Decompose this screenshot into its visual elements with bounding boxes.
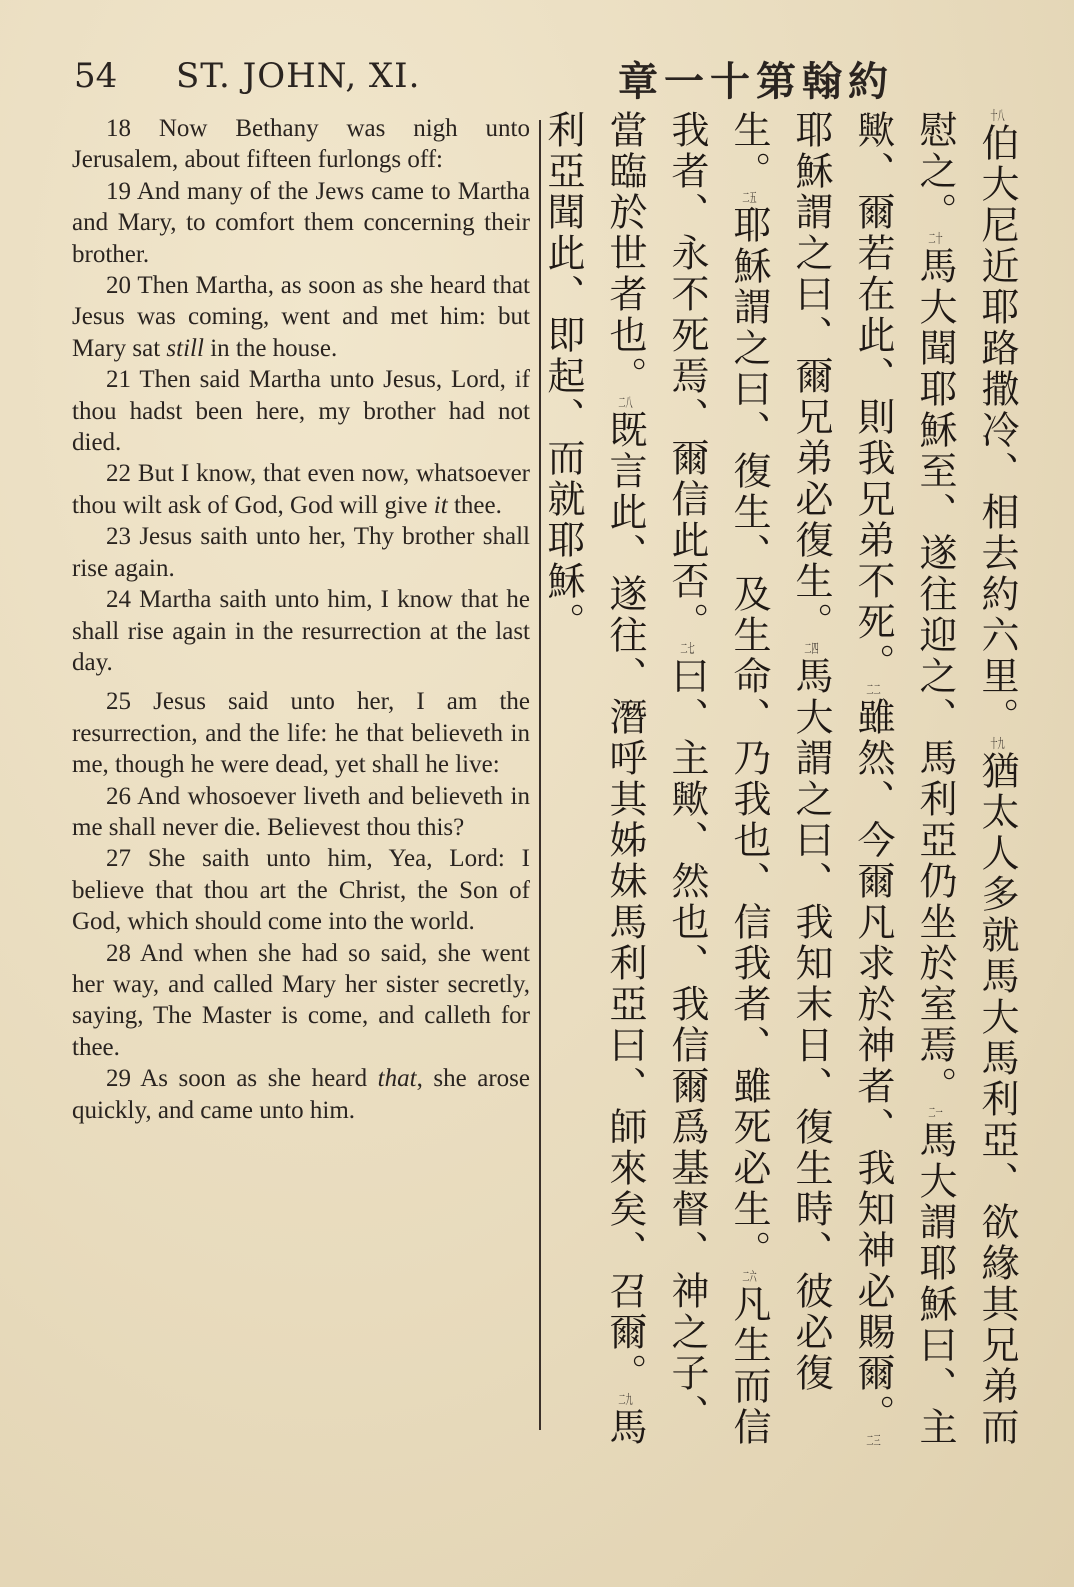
verse-number-26: 二六 [742, 1271, 757, 1284]
verse-number-20: 二十 [928, 233, 943, 246]
chinese-verse-21: 馬大謂耶穌曰、主歟、爾若在此、則我兄弟不死。 [851, 110, 957, 1448]
chinese-verse-25: 耶穌謂之曰、復生、及生命、乃我也、信我者、雖死必生。 [727, 205, 771, 1271]
chinese-verse-28: 既言此、遂往、潛呼其姊妹馬利亞曰、師來矣、召爾。 [603, 410, 647, 1394]
verse-23: 23 Jesus saith unto her, Thy brother shall rise again. [72, 523, 530, 582]
verse-number-18: 十八 [990, 110, 1005, 123]
chinese-verse-29: 馬利亞聞此、即起、而就耶穌。 [541, 110, 647, 1448]
verse-25: 25 Jesus said unto her, I am the resurrection, and the life: he that believeth in me, though he were dead, yet shall he live: [72, 688, 530, 779]
verse-number-29: 二九 [618, 1394, 633, 1407]
page-title: ST. JOHN, XI. [176, 56, 421, 96]
verse-18: 18 Now Bethany was nigh unto Jerusalem, about fifteen furlongs off: [72, 115, 530, 174]
verse-19: 19 And many of the Jews came to Martha and Mary, to comfort them concerning their brother. [72, 177, 531, 268]
chinese-verse-19: 猶太人多就馬大馬利亞、欲緣其兄弟而慰之。 [913, 110, 1019, 1448]
verse-number-22: 二二 [866, 684, 881, 697]
english-column [72, 113, 530, 1126]
verse-number-28: 二八 [618, 397, 633, 410]
verse-number-24: 二四 [804, 643, 819, 656]
verse-28: 28 And when she had so said, she went her way, and called Mary her sister secretly, saying, The Master is come, and calleth for thee. [72, 939, 530, 1061]
chinese-verse-20: 馬大聞耶穌至、遂往迎之、馬利亞仍坐於室焉。 [913, 246, 957, 1107]
chinese-verse-27: 曰、主歟、然也、我信爾爲基督、神之子、當臨於世者也。 [603, 110, 709, 1435]
chinese-page-title: 約翰第十一章 [618, 58, 894, 105]
chinese-verse-26: 凡生而信我者、永不死焉、爾信此否。 [665, 110, 771, 1448]
verse-29: 29 As soon as she heard that, she arose quickly, and came unto him. [72, 1065, 530, 1124]
verse-number-25: 二五 [742, 192, 757, 205]
chinese-verse-23: 耶穌謂之曰、爾兄弟必復生。 [789, 110, 833, 643]
verse-number-23: 二三 [866, 1435, 881, 1448]
verse-number-21: 二一 [928, 1107, 943, 1120]
verse-21: 21 Then said Martha unto Jesus, Lord, if thou hadst been here, my brother had not died. [72, 366, 530, 457]
verse-20: 20 Then Martha, as soon as she heard that Jesus was coming, went and met him: but Mary sat still in the house. [72, 272, 530, 362]
page-number: 54 [74, 56, 118, 96]
verse-26: 26 And whosoever liveth and believeth in me shall never die. Believest thou this? [72, 782, 530, 841]
chinese-verse-22: 雖然、今爾凡求於神者、我知神必賜爾。 [851, 697, 895, 1435]
chinese-verse-24: 馬大謂之曰、我知末日、復生時、彼必復生。 [727, 110, 833, 1394]
verse-24: 24 Martha saith unto him, I know that he shall rise again in the resurrection at the last day. [72, 586, 531, 676]
verse-22: 22 But I know, that even now, whatsoever thou wilt ask of God, God will give it thee. [72, 460, 530, 519]
verse-number-27: 二七 [680, 643, 695, 656]
chinese-verse-18: 伯大尼近耶路撒冷、相去約六里。 [975, 123, 1019, 738]
chinese-column [541, 110, 1028, 1460]
verse-27: 27 She saith unto him, Yea, Lord: I believe that thou art the Christ, the Son of God, which should come into the world. [72, 845, 530, 936]
verse-number-19: 十九 [990, 738, 1005, 751]
